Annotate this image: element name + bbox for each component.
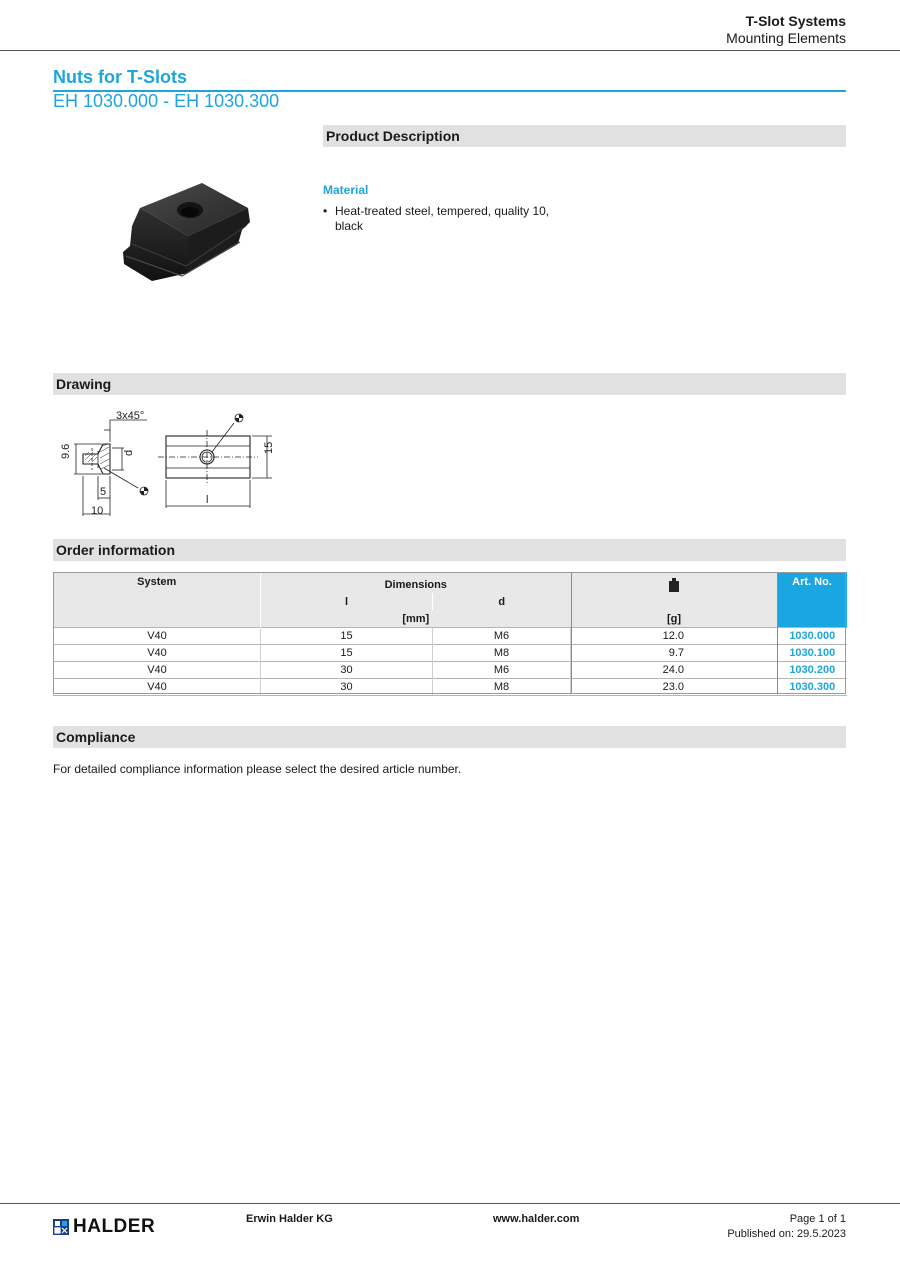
bullet-symbol: • (323, 204, 328, 218)
material-text: Heat-treated steel, tempered, quality 10, black (335, 204, 550, 233)
table-row (54, 628, 847, 645)
drawing-dim-5-label: 5 (100, 486, 107, 498)
cell-system: V40 (54, 662, 261, 679)
product-title: Nuts for T-Slots (53, 67, 187, 87)
footer-published-date: Published on: 29.5.2023 (727, 1228, 846, 1240)
drawing-length-label: l (206, 494, 209, 506)
halder-logo (53, 1216, 155, 1238)
section-drawing: Drawing (53, 373, 846, 395)
technical-drawing (54, 406, 274, 527)
halder-logo-text: HALDER (73, 1216, 156, 1237)
col-header-art-no: Art. No. (778, 572, 847, 628)
cell-weight: 9.7 (571, 645, 778, 662)
order-table (53, 572, 847, 696)
cell-l: 15 (261, 645, 433, 662)
col-header-d: d (433, 593, 571, 610)
cell-system: V40 (54, 679, 261, 696)
cell-art-no[interactable]: 1030.100 (778, 645, 847, 662)
col-header-mm: [mm] (261, 610, 571, 628)
cell-art-no[interactable]: 1030.300 (778, 679, 847, 696)
product-image (110, 178, 260, 293)
material-bullet (323, 204, 563, 234)
footer-website-link[interactable]: www.halder.com (493, 1213, 580, 1225)
cell-art-no[interactable]: 1030.200 (778, 662, 847, 679)
cell-d: M8 (433, 679, 571, 696)
footer-page-number: Page 1 of 1 (789, 1213, 846, 1225)
drawing-chamfer-label: 3x45° (116, 410, 145, 422)
col-header-weight (571, 572, 778, 610)
halder-logo-icon (53, 1219, 69, 1235)
cell-l: 15 (261, 628, 433, 645)
cell-weight: 12.0 (571, 628, 778, 645)
col-header-system: System (54, 572, 261, 628)
col-header-g: [g] (571, 610, 778, 628)
product-range: EH 1030.000 - EH 1030.300 (53, 91, 280, 111)
cell-weight: 24.0 (571, 662, 778, 679)
col-header-dimensions: Dimensions (261, 572, 571, 593)
drawing-thread-label: d (123, 449, 135, 456)
section-compliance: Compliance (53, 726, 846, 748)
cell-d: M6 (433, 628, 571, 645)
cell-weight: 23.0 (571, 679, 778, 696)
compliance-text: For detailed compliance information please select the desired article number. (53, 762, 462, 776)
footer-divider (0, 1203, 900, 1204)
material-label: Material (323, 183, 369, 197)
col-header-l: l (261, 593, 433, 610)
cell-d: M8 (433, 645, 571, 662)
cell-l: 30 (261, 679, 433, 696)
table-row (54, 662, 847, 679)
table-row (54, 679, 847, 696)
section-product-description: Product Description (323, 125, 846, 147)
drawing-dim-10-label: 10 (91, 505, 104, 517)
cell-d: M6 (433, 662, 571, 679)
table-row (54, 645, 847, 662)
weight-icon (669, 578, 679, 592)
section-order-information: Order information (53, 539, 846, 561)
header-category: T-Slot Systems (745, 13, 846, 29)
drawing-dim-15-label: 15 (263, 441, 274, 454)
header-divider (0, 50, 900, 51)
drawing-height-label: 9.6 (60, 443, 72, 459)
cell-system: V40 (54, 628, 261, 645)
header-subcategory: Mounting Elements (726, 30, 846, 46)
cell-system: V40 (54, 645, 261, 662)
footer-company: Erwin Halder KG (246, 1213, 333, 1225)
cell-l: 30 (261, 662, 433, 679)
cell-art-no[interactable]: 1030.000 (778, 628, 847, 645)
